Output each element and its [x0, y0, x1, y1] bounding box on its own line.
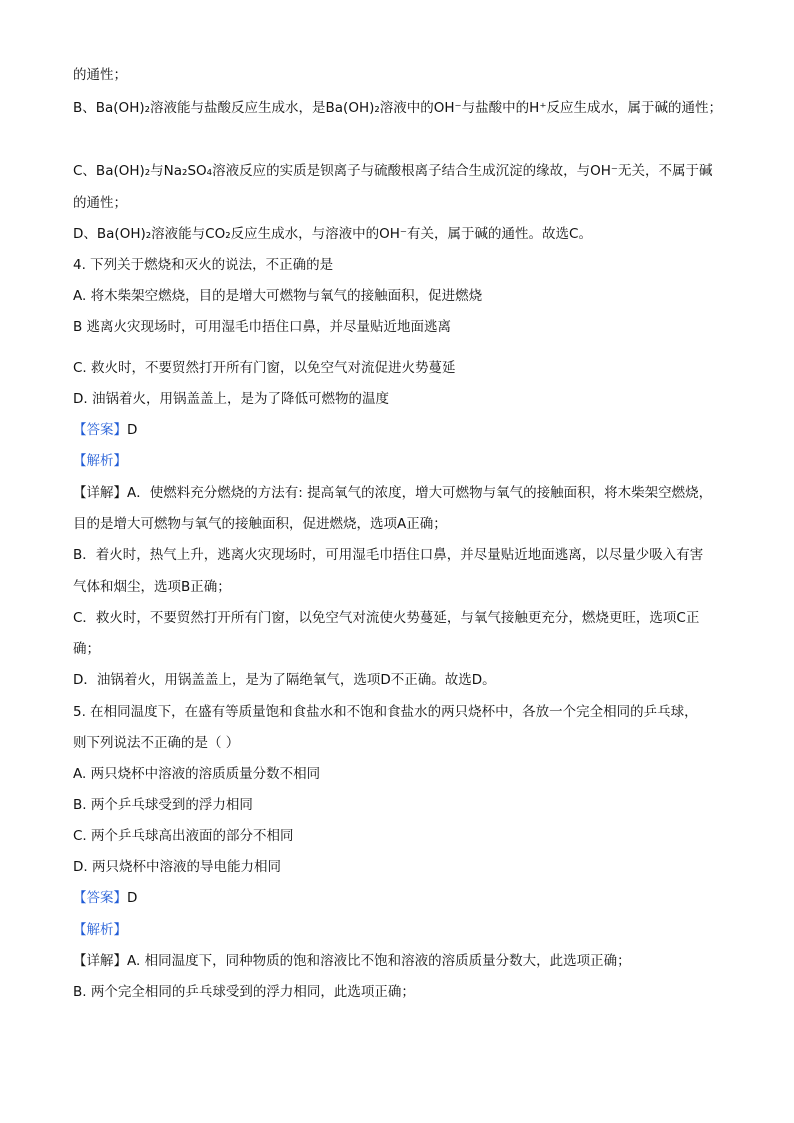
answer-line [73, 889, 733, 907]
text-line: 气体和烟尘，选项B正确； [73, 579, 231, 595]
question-4-option-c: C. 救火时，不要贸然打开所有门窗，以免空气对流促进火势蔓延 [73, 360, 456, 376]
question-5-option-a: A. 两只烧杯中溶液的溶质质量分数不相同 [73, 766, 321, 782]
text-line: B、Ba(OH)₂溶液能与盐酸反应生成水，是Ba(OH)₂溶液中的OH⁻与盐酸中的H⁺反应生成水，属于碱的通性； [73, 100, 722, 116]
text-line: 确； [73, 641, 100, 657]
detail-line [73, 484, 733, 502]
question-5-stem-cont: 则下列说法不正确的是（ ） [73, 735, 240, 751]
text-line: C．救火时，不要贸然打开所有门窗，以免空气对流使火势蔓延，与氧气接触更充分，燃烧更旺，选项C正 [73, 610, 700, 626]
answer-tag: 【答案】 [73, 890, 127, 906]
text-line: C、Ba(OH)₂与Na₂SO₄溶液反应的实质是钡离子与硫酸根离子结合生成沉淀的缘故，与OH⁻无关，不属于碱 [73, 163, 713, 179]
question-4-option-d: D. 油锅着火，用锅盖盖上，是为了降低可燃物的温度 [73, 391, 389, 407]
text-line: B．着火时，热气上升，逃离火灾现场时，可用湿毛巾捂住口鼻，并尽量贴近地面逃离，以尽量少吸入有害 [73, 547, 704, 563]
text-line: D．油锅着火，用锅盖盖上，是为了隔绝氧气，选项D不正确。故选D。 [73, 672, 496, 688]
text-line: 的通性； [73, 195, 127, 211]
question-5-stem: 5. 在相同温度下，在盛有等质量饱和食盐水和不饱和食盐水的两只烧杯中，各放一个完全相同的乒乓球， [73, 704, 698, 720]
detail-text: A. 相同温度下，同种物质的饱和溶液比不饱和溶液的溶质质量分数大，此选项正确； [127, 953, 631, 969]
text-line: 目的是增大可燃物与氧气的接触面积，促进燃烧，选项A正确； [73, 516, 447, 532]
analysis-line [73, 921, 733, 939]
question-5-option-c: C. 两个乒乓球高出液面的部分不相同 [73, 828, 294, 844]
text-line: 的通性； [73, 67, 127, 83]
text-line: B. 两个完全相同的乒乓球受到的浮力相同，此选项正确； [73, 984, 415, 1000]
answer-tag: 【答案】 [73, 422, 127, 438]
question-4-option-b: B 逃离火灾现场时，可用湿毛巾捂住口鼻，并尽量贴近地面逃离 [73, 319, 452, 335]
analysis-tag: 【解析】 [73, 922, 127, 938]
answer-value: D [127, 422, 138, 438]
answer-value: D [127, 890, 138, 906]
question-4-stem: 4. 下列关于燃烧和灭火的说法，不正确的是 [73, 257, 334, 273]
detail-text: A．使燃料充分燃烧的方法有: 提高氧气的浓度，增大可燃物与氧气的接触面积，将木柴架空燃烧， [127, 485, 713, 501]
detail-tag: 【详解】 [73, 953, 127, 969]
detail-tag: 【详解】 [73, 485, 127, 501]
question-5-option-d: D. 两只烧杯中溶液的导电能力相同 [73, 859, 281, 875]
analysis-line [73, 452, 733, 470]
question-5-option-b: B. 两个乒乓球受到的浮力相同 [73, 797, 253, 813]
analysis-tag: 【解析】 [73, 453, 127, 469]
text-line: D、Ba(OH)₂溶液能与CO₂反应生成水，与溶液中的OH⁻有关，属于碱的通性。故选C。 [73, 226, 592, 242]
question-4-option-a: A. 将木柴架空燃烧，目的是增大可燃物与氧气的接触面积，促进燃烧 [73, 288, 483, 304]
answer-line [73, 421, 733, 439]
detail-line [73, 952, 733, 970]
